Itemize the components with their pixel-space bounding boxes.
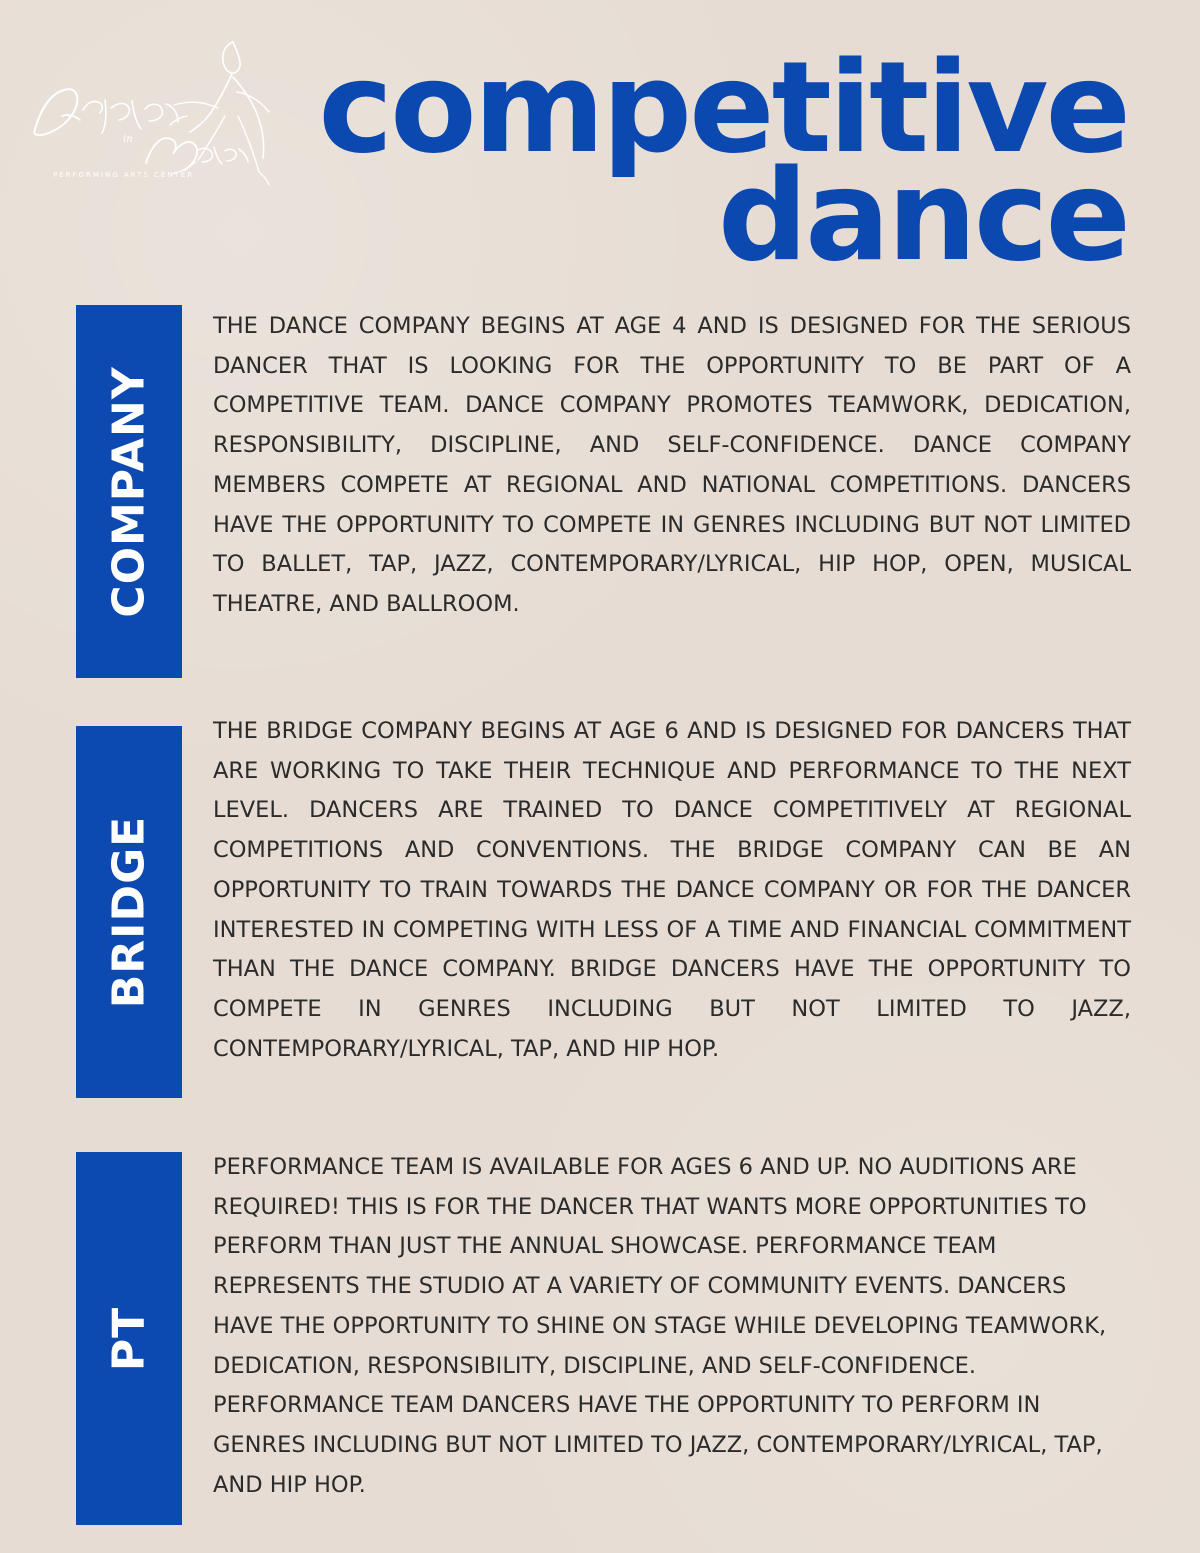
company-label-box (76, 305, 182, 678)
pt-section (76, 1152, 1136, 1525)
pt-label: PT (103, 1306, 155, 1371)
pt-label-box (76, 1152, 182, 1525)
title-line-2: dance (717, 142, 1128, 290)
bridge-description: THE BRIDGE COMPANY BEGINS AT AGE 6 AND IS DESIGNED FOR DANCERS THAT ARE WORKING TO TAKE THEIR TECHNIQUE AND PERFORMANCE TO THE NEXT LEVEL. DANCERS ARE TRAINED TO DANCE COMPETITIVELY AT REGIONAL COMPETITIONS AND CONVENTIONS. THE BRIDGE COMPANY CAN BE AN OPPORTUNITY TO TRAIN TOWARDS THE DANCE COMPANY OR FOR THE DANCER INTERESTED IN COMPETING WITH LESS OF A TIME AND FINANCIAL COMMITMENT THAN THE DANCE COMPANY. BRIDGE DANCERS HAVE THE OPPORTUNITY TO COMPETE IN GENRES INCLUDING BUT NOT LIMITED TO JAZZ, CONTEMPORARY/LYRICAL, TAP, AND HIP HOP. (213, 718, 1131, 1062)
page-title (318, 34, 1128, 290)
bridge-label-box (76, 726, 182, 1098)
svg-text:in: in (123, 134, 133, 145)
bridge-section (76, 718, 1136, 1098)
company-section (76, 305, 1136, 678)
dancer-logo-icon (28, 34, 278, 194)
title-line-1: competitive (318, 34, 1128, 181)
pt-description: PERFORMANCE TEAM IS AVAILABLE FOR AGES 6 AND UP. NO AUDITIONS ARE REQUIRED! THIS IS FOR THE DANCER THAT WANTS MORE OPPORTUNITIES TO PERFORM THAN JUST THE ANNUAL SHOWCASE. PERFORMANCE TEAM REPRESENTS THE STUDIO AT A VARIETY OF COMMUNITY EVENTS. DANCERS HAVE THE OPPORTUNITY TO SHINE ON STAGE WHILE DEVELOPING TEAMWORK, DEDICATION, RESPONSIBILITY, DISCIPLINE, AND SELF-CONFIDENCE. PERFORMANCE TEAM DANCERS HAVE THE OPPORTUNITY TO PERFORM IN GENRES INCLUDING BUT NOT LIMITED TO JAZZ, CONTEMPORARY/LYRICAL, TAP, AND HIP HOP. (213, 1154, 1107, 1498)
company-description: THE DANCE COMPANY BEGINS AT AGE 4 AND IS DESIGNED FOR THE SERIOUS DANCER THAT IS LOOKING FOR THE OPPORTUNITY TO BE PART OF A COMPETITIVE TEAM. DANCE COMPANY PROMOTES TEAMWORK, DEDICATION, RESPONSIBILITY, DISCIPLINE, AND SELF-CONFIDENCE. DANCE COMPANY MEMBERS COMPETE AT REGIONAL AND NATIONAL COMPETITIONS. DANCERS HAVE THE OPPORTUNITY TO COMPETE IN GENRES INCLUDING BUT NOT LIMITED TO BALLET, TAP, JAZZ, CONTEMPORARY/LYRICAL, HIP HOP, OPEN, MUSICAL THEATRE, AND BALLROOM. (213, 313, 1131, 617)
brand-logo (28, 34, 278, 194)
bridge-label: BRIDGE (103, 815, 155, 1009)
company-label: COMPANY (103, 365, 155, 618)
logo-subtitle: PERFORMING ARTS CENTER (53, 171, 195, 179)
